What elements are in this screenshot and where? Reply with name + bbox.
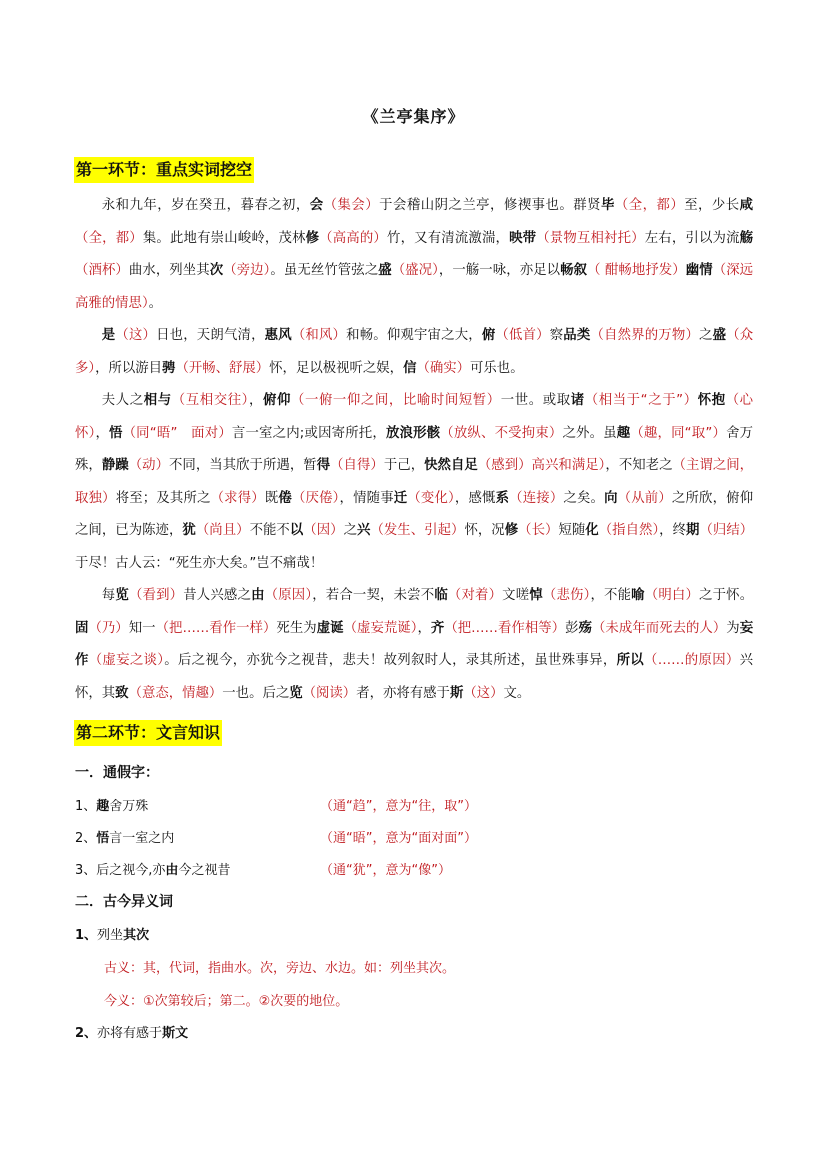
item-text: 后之视今,亦由今之视昔 xyxy=(96,863,231,878)
section-heading-1: 第一环节：重点实词挖空 xyxy=(74,157,254,183)
item-number: 1、 xyxy=(75,928,98,943)
guyi-heading: 二．古今异义词 xyxy=(75,894,173,910)
item-note: （通“晤”，意为“面对面”） xyxy=(320,831,477,846)
item-number: 1、 xyxy=(75,799,97,814)
guyi-ancient-meaning: 古义：其，代词，指曲水。次，旁边、水边。如：列坐其次。 xyxy=(104,961,456,976)
item-key: 趣 xyxy=(96,799,110,814)
item-number: 2、 xyxy=(75,831,97,846)
item-note: （通“趋”，意为“往，取”） xyxy=(320,799,477,814)
page-title: 《兰亭集序》 xyxy=(362,107,465,126)
passage-paragraph-1: 永和九年，岁在癸丑，暮春之初，会（集会）于会稽山阴之兰亭，修禊事也。群贤毕（全，都）至，少长咸（全，都）集。此地有崇山峻岭，茂林修（高高的）竹，又有清流激湍，映带（景物互相衬托）左右，引以为流觞（酒杯）曲水，列坐其次（旁边）。虽无丝竹管弦之盛（盛况），一觞一咏，亦足以畅叙（ 酣畅地抒发）幽情（深远高雅的情思）。 xyxy=(75,198,754,311)
item-text: 言一室之内 xyxy=(109,831,175,846)
item-text: 舍万殊 xyxy=(109,799,149,814)
item-note: （通“犹”，意为“像”） xyxy=(320,863,451,878)
passage-paragraph-2: 是（这）日也，天朗气清，惠风（和风）和畅。仰观宇宙之大，俯（低首）察品类（自然界的万物）之盛（众多），所以游目骋（开畅、舒展）怀，足以极视听之娱，信（确实）可乐也。 xyxy=(75,328,754,376)
guyi-item-2 xyxy=(75,1022,188,1041)
item-number: 3、 xyxy=(75,863,97,878)
tongjia-item-1 xyxy=(75,795,477,814)
item-key: 悟 xyxy=(96,831,110,846)
passage-paragraph-4: 每览（看到）昔人兴感之由（原因），若合一契，未尝不临（对着）文嗟悼（悲伤），不能喻（明白）之于怀。固（乃）知一（把……看作一样）死生为虚诞（虚妄荒诞），齐（把……看作相等）彭殇（未成年而死去的人）为妄作（虚妄之谈）。后之视今，亦犹今之视昔，悲夫！故列叙时人，录其所述，虽世殊事异，所以（……的原因）兴怀，其致（意态，情趣）一也。后之览（阅读）者，亦将有感于斯（这）文。 xyxy=(75,588,754,701)
tongjia-item-3 xyxy=(75,859,451,878)
item-key: 其次 xyxy=(123,928,150,943)
item-key: 斯文 xyxy=(162,1026,189,1041)
guyi-modern-meaning: 今义：①次第较后；第二。②次要的地位。 xyxy=(104,994,349,1009)
tongjia-item-2 xyxy=(75,827,477,846)
item-text: 列坐 xyxy=(97,928,124,943)
item-number: 2、 xyxy=(75,1026,98,1041)
item-text: 亦将有感于 xyxy=(97,1026,163,1041)
section-heading-2: 第二环节：文言知识 xyxy=(74,720,222,746)
tongjia-heading: 一．通假字： xyxy=(75,765,159,781)
passage-paragraph-3: 夫人之相与（互相交往），俯仰（一俯一仰之间，比喻时间短暂）一世。或取诸（相当于“之于”）怀抱（心怀），悟（同“晤” 面对）言一室之内;或因寄所托，放浪形骸（放纵、不受拘束）之外。虽趣（趣，同“取”）舍万殊，静躁（动）不同，当其欣于所遇，暂得（自得）于己，快然自足（感到）高兴和满足），不知老之（主谓之间，取独）将至；及其所之（求得）既倦（厌倦），情随事迁（变化），感慨系（连接）之矣。向（从前）之所欣，俯仰之间，已为陈迹，犹（尚且）不能不以（因）之兴（发生、引起）怀，况修（长）短随化（指自然），终期（归结）于尽！古人云：“死生亦大矣。”岂不痛哉！ xyxy=(75,393,754,571)
guyi-item-1 xyxy=(75,924,149,943)
